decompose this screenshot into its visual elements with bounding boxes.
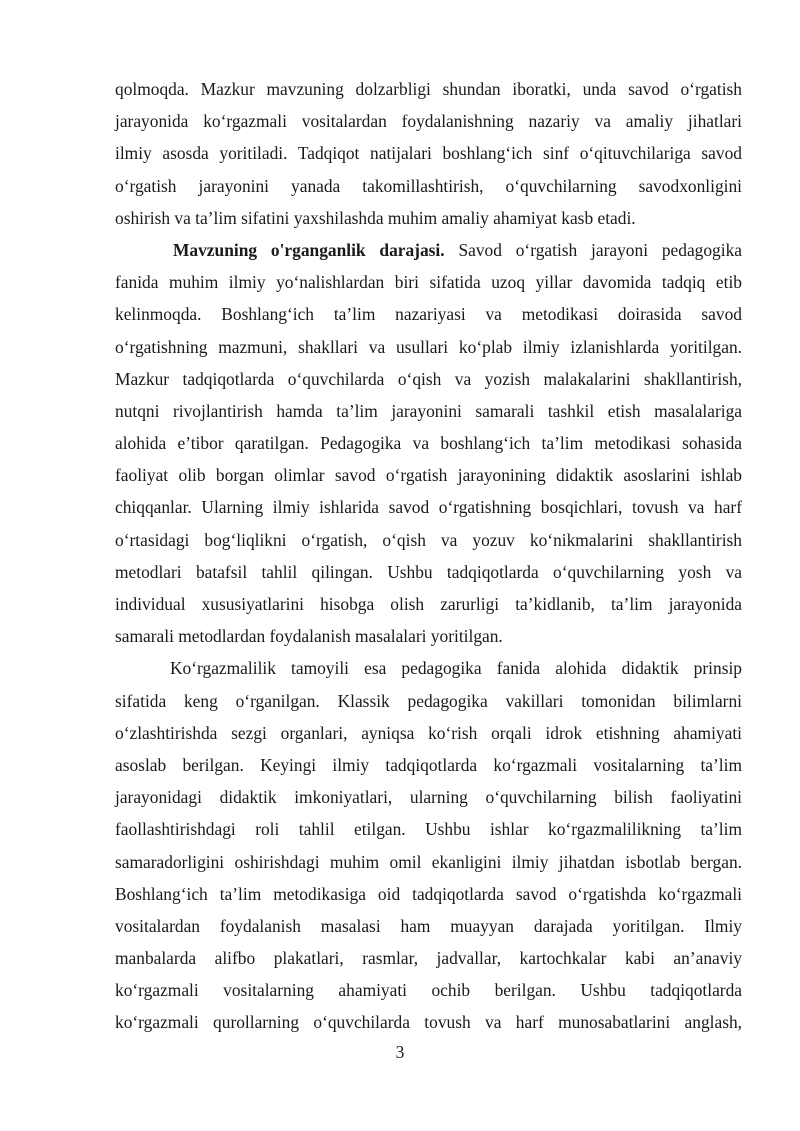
text-line: o‘rgatishning mazmuni, shakllari va usullari ko‘plab ilmiy izlanishlarda yoritilgan.: [115, 336, 742, 357]
text-line: jarayonidagi didaktik imkoniyatlari, ularning o‘quvchilarning bilish faoliyatini: [115, 787, 742, 808]
text-line: o‘zlashtirishda sezgi organlari, ayniqsa ko‘rish orqali idrok etishning ahamiyati: [115, 722, 742, 743]
text-line: qolmoqda. Mazkur mavzuning dolzarbligi shundan iboratki, unda savod o‘rgatish: [115, 79, 742, 99]
text-line: samarali metodlardan foydalanish masalalari yoritilgan.: [115, 626, 503, 647]
text-line: Ko‘rgazmalilik tamoyili esa pedagogika fanida alohida didaktik prinsip: [170, 658, 742, 679]
text-line: o‘rtasidagi bog‘liqlikni o‘rgatish, o‘qish va yozuv ko‘nikmalarini shakllantirish: [115, 529, 742, 550]
heading-line-text: Savod o‘rgatish jarayoni pedagogika: [444, 239, 742, 260]
text-line: kelinmoqda. Boshlang‘ich ta’lim nazariyasi va metodikasi doirasida savod: [115, 304, 742, 325]
text-line: Mazkur tadqiqotlarda o‘quvchilarda o‘qish va yozish malakalarini shakllantirish,: [115, 368, 742, 389]
text-line: alohida e’tibor qaratilgan. Pedagogika va boshlang‘ich ta’lim metodikasi sohasida: [115, 433, 742, 454]
text-line: faoliyat olib borgan olimlar savod o‘rgatish jarayonining didaktik asoslarini ishlab: [115, 465, 742, 486]
text-line: Boshlang‘ich ta’lim metodikasiga oid tadqiqotlarda savod o‘rgatishda ko‘rgazmali: [115, 883, 742, 904]
document-body: [115, 73, 742, 1039]
text-line: ko‘rgazmali qurollarning o‘quvchilarda tovush va harf munosabatlarini anglash,: [115, 1012, 742, 1033]
text-line: ilmiy asosda yoritiladi. Tadqiqot natijalari boshlang‘ich sinf o‘qituvchilariga savod: [115, 143, 742, 164]
text-line: manbalarda alifbo plakatlari, rasmlar, jadvallar, kartochkalar kabi an’anaviy: [115, 948, 742, 969]
text-line: jarayonida ko‘rgazmali vositalardan foydalanishning nazariy va amaliy jihatlari: [115, 111, 742, 132]
text-line: vositalardan foydalanish masalasi ham muayyan darajada yoritilgan. Ilmiy: [115, 915, 742, 936]
text-line: fanida muhim ilmiy yo‘nalishlardan biri sifatida uzoq yillar davomida tadqiq etib: [115, 272, 742, 293]
text-line: chiqqanlar. Ularning ilmiy ishlarida savod o‘rgatishning bosqichlari, tovush va harf: [115, 497, 742, 518]
text-line: ko‘rgazmali vositalarning ahamiyati ochib berilgan. Ushbu tadqiqotlarda: [115, 980, 742, 1001]
page-number: 3: [395, 1042, 405, 1062]
text-line: sifatida keng o‘rganilgan. Klassik pedagogika vakillari tomonidan bilimlarni: [115, 690, 742, 711]
section-heading-line: [115, 234, 742, 266]
text-line: asoslab berilgan. Keyingi ilmiy tadqiqotlarda ko‘rgazmali vositalarning ta’lim: [115, 754, 742, 775]
text-line: metodlari batafsil tahlil qilingan. Ushbu tadqiqotlarda o‘quvchilarning yosh va: [115, 561, 742, 582]
text-line: nutqni rivojlantirish hamda ta’lim jarayonini samarali tashkil etish masalalariga: [115, 400, 742, 421]
section-heading: Mavzuning o'rganganlik darajasi.: [173, 239, 445, 260]
text-line: faollashtirishdagi roli tahlil etilgan. Ushbu ishlar ko‘rgazmalilikning ta’lim: [115, 819, 742, 840]
text-line: oshirish va ta’lim sifatini yaxshilashda muhim amaliy ahamiyat kasb etadi.: [115, 207, 636, 228]
text-line: o‘rgatish jarayonini yanada takomillashtirish, o‘quvchilarning savodxonligini: [115, 175, 742, 196]
text-line: samaradorligini oshirishdagi muhim omil ekanligini ilmiy jihatdan isbotlab bergan.: [115, 851, 742, 872]
text-line: individual xususiyatlarini hisobga olish zarurligi ta’kidlanib, ta’lim jarayonida: [115, 594, 742, 614]
